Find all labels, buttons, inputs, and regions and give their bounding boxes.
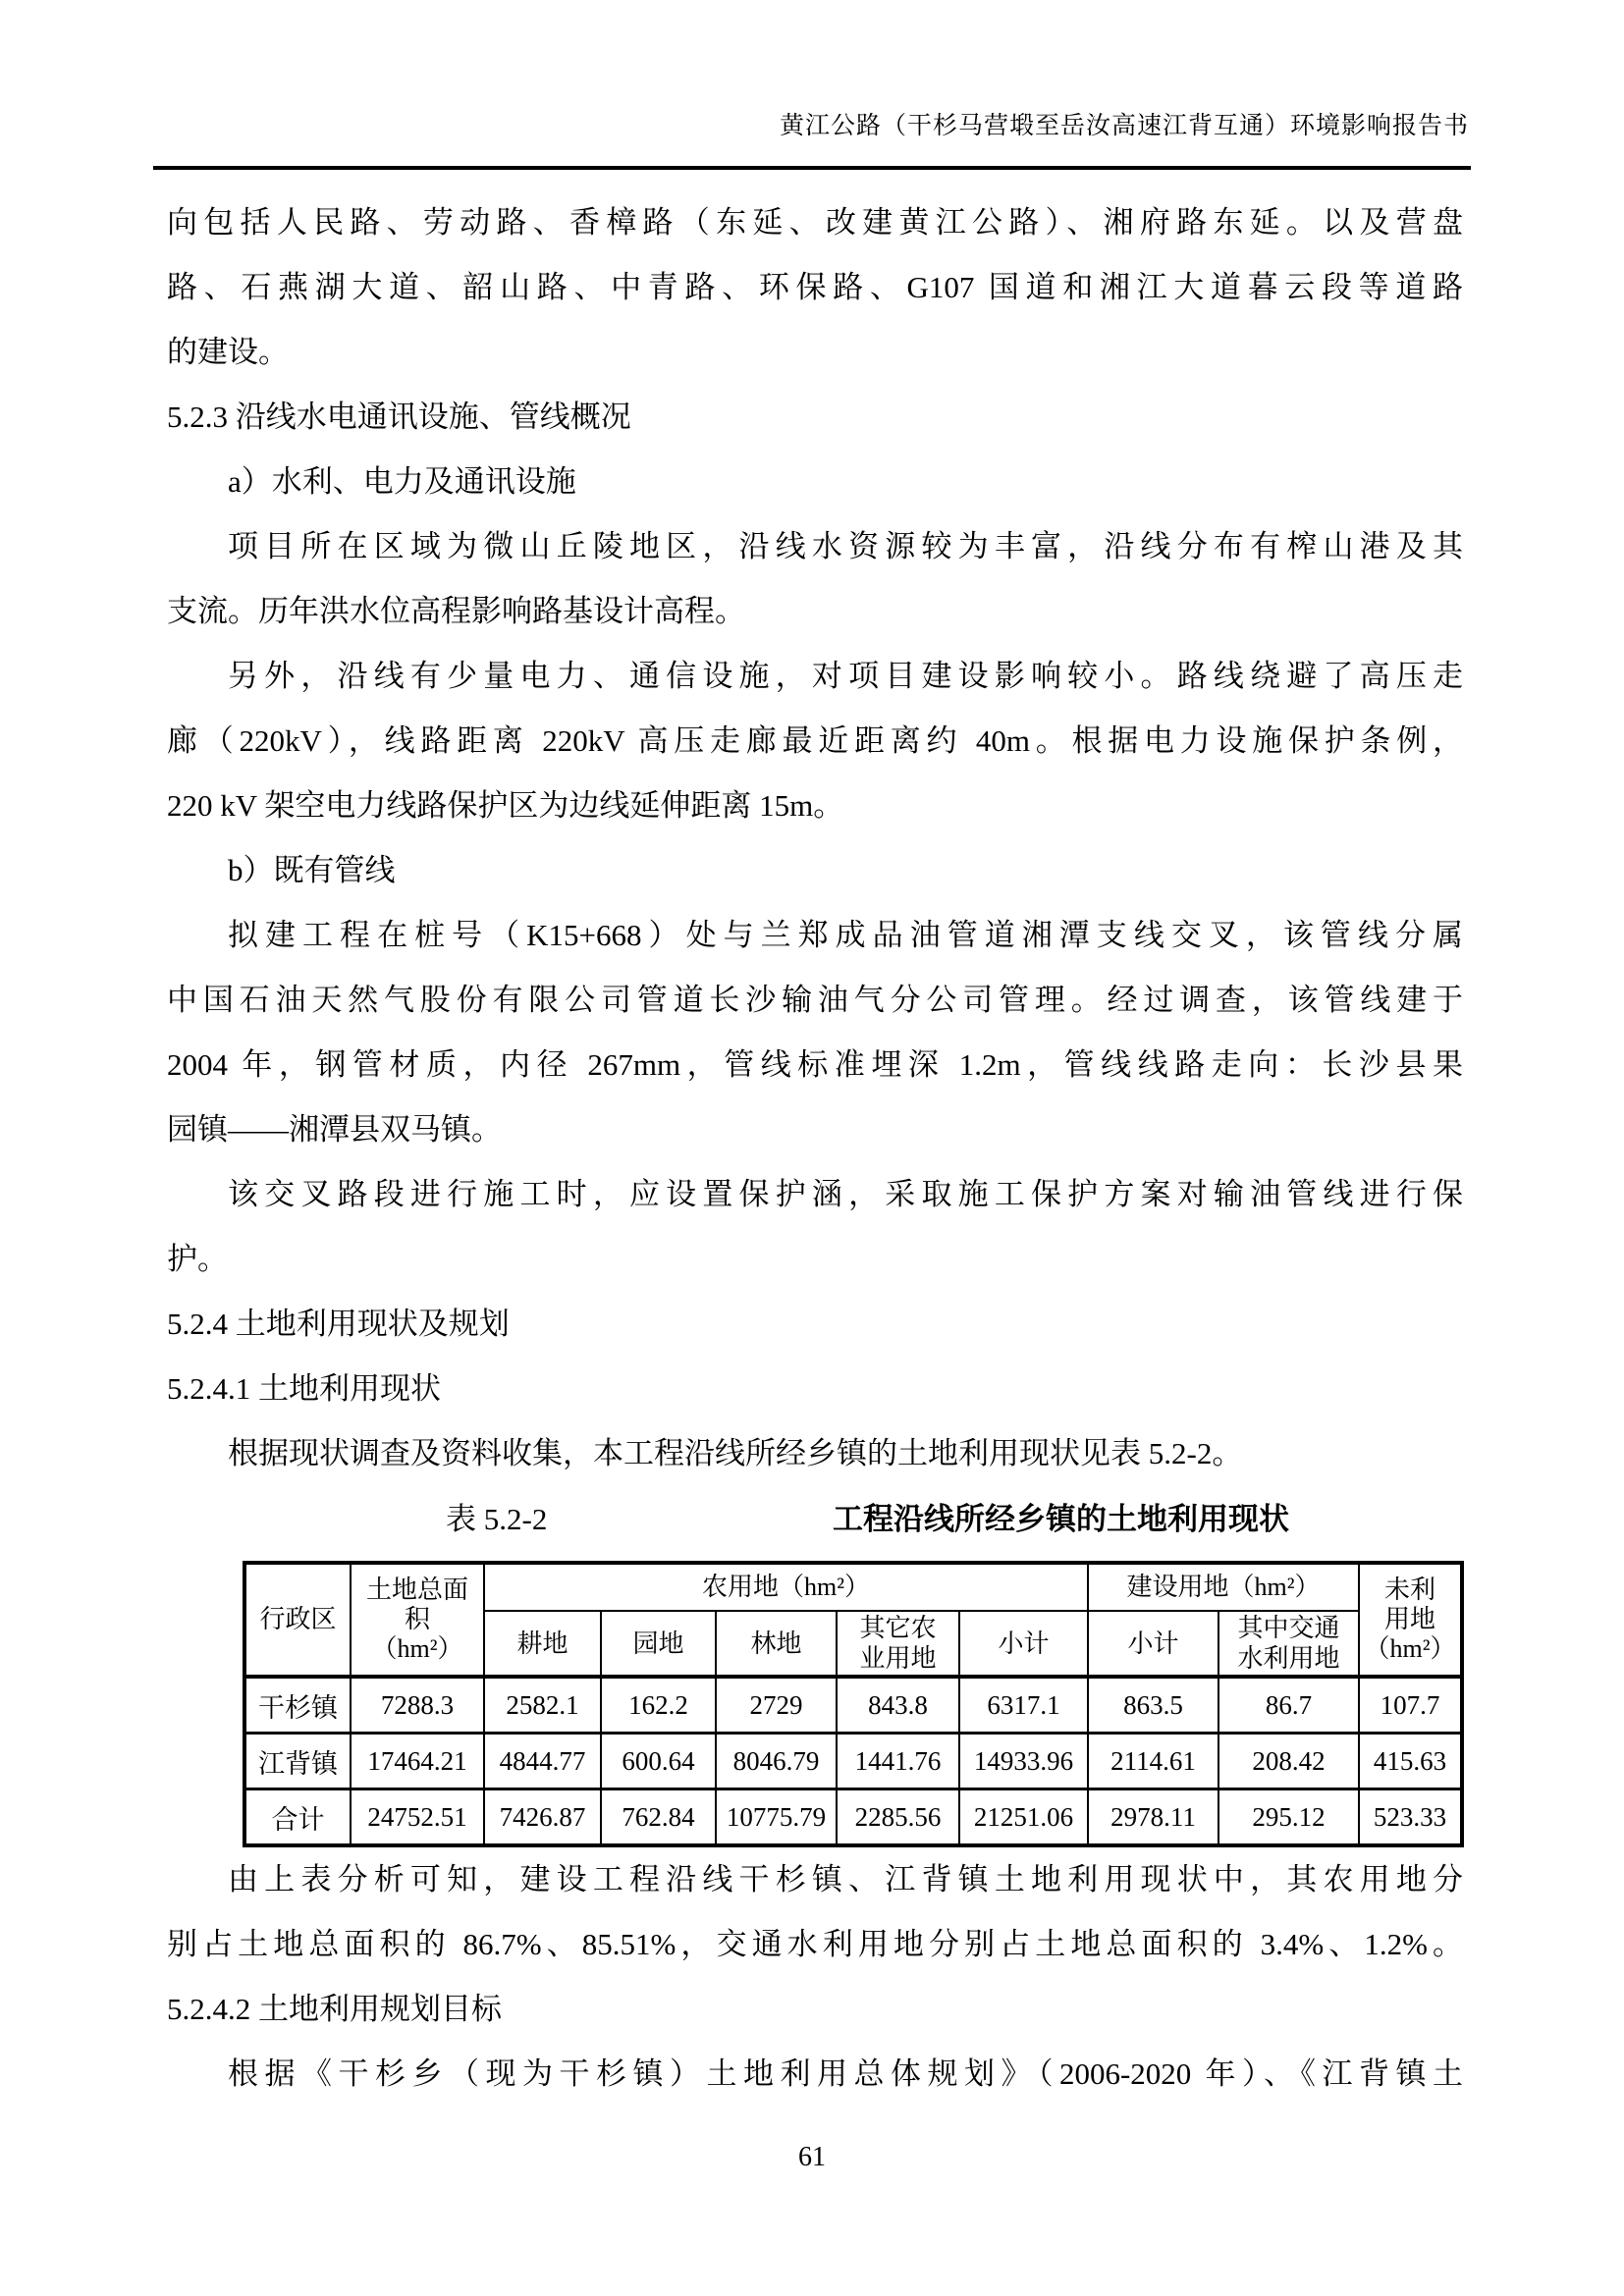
body-blocks-after-table [167, 1847, 1463, 2107]
table-cell: 2729 [716, 1677, 837, 1734]
table-cell: 7426.87 [484, 1789, 601, 1846]
text-line: 项目所在区域为微山丘陵地区，沿线水资源较为丰富，沿线分布有榨山港及其 [228, 529, 1463, 563]
header-rule [153, 166, 1471, 170]
section-heading [167, 1357, 1463, 1421]
text-line: 由上表分析可知，建设工程沿线干杉镇、江背镇土地利用现状中，其农用地分 [228, 1862, 1463, 1896]
table-cell: 162.2 [601, 1677, 716, 1734]
paragraph [167, 644, 1463, 838]
text-line: 根据现状调查及资料收集，本工程沿线所经乡镇的土地利用现状见表 5.2-2。 [228, 1436, 1243, 1470]
table-caption-title: 工程沿线所经乡镇的土地利用现状 [833, 1502, 1289, 1536]
table-cell: 2978.11 [1088, 1789, 1218, 1846]
table-caption [167, 1490, 1463, 1553]
paragraph [167, 903, 1463, 1162]
header-other-agricultural: 其它农 业用地 [837, 1611, 959, 1677]
table-cell: 2285.56 [837, 1789, 959, 1846]
table-cell: 86.7 [1218, 1677, 1359, 1734]
header-cultivated-land: 耕地 [484, 1611, 601, 1677]
table-cell: 10775.79 [716, 1789, 837, 1846]
paragraph [167, 1847, 1463, 1977]
table-cell: 107.7 [1359, 1677, 1462, 1734]
section-heading [167, 1292, 1463, 1357]
table-cell: 1441.76 [837, 1734, 959, 1789]
text-line: 的建设。 [167, 335, 289, 369]
row-label-cell: 干杉镇 [244, 1677, 351, 1734]
table-cell: 208.42 [1218, 1734, 1359, 1789]
paragraph [167, 450, 1463, 514]
paragraph [167, 190, 1463, 385]
header-admin-region: 行政区 [244, 1563, 351, 1677]
row-label-cell: 合计 [244, 1789, 351, 1846]
table-cell: 8046.79 [716, 1734, 837, 1789]
table-cell: 17464.21 [351, 1734, 484, 1789]
document-content [167, 190, 1463, 2107]
text-line: 2004 年，钢管材质，内径 267mm，管线标准埋深 1.2m，管线线路走向：长沙县果 [167, 1047, 1463, 1082]
table-body [244, 1677, 1462, 1845]
table-cell: 863.5 [1088, 1677, 1218, 1734]
text-line: 护。 [167, 1242, 228, 1276]
table-caption-label: 表 5.2-2 [446, 1502, 548, 1536]
table-cell: 21251.06 [959, 1789, 1088, 1846]
table-cell: 843.8 [837, 1677, 959, 1734]
header-forest-land: 林地 [716, 1611, 837, 1677]
text-line: 该交叉路段进行施工时，应设置保护涵，采取施工保护方案对输油管线进行保 [228, 1177, 1463, 1211]
header-garden-land: 园地 [601, 1611, 716, 1677]
page-number: 61 [798, 2142, 826, 2172]
text-line: 园镇——湘潭县双马镇。 [167, 1112, 502, 1147]
table-cell: 2582.1 [484, 1677, 601, 1734]
text-line: 5.2.4.1 土地利用现状 [167, 1371, 441, 1406]
text-line: a）水利、电力及通讯设施 [228, 464, 576, 499]
paragraph [167, 514, 1463, 644]
text-line: 别占土地总面积的 86.7%、85.51%，交通水利用地分别占土地总面积的 3.4%、1.2%。 [167, 1927, 1463, 1961]
table-row [244, 1734, 1462, 1789]
paragraph [167, 1162, 1463, 1292]
text-line: 拟建工程在桩号（K15+668）处与兰郑成品油管道湘潭支线交叉，该管线分属 [228, 918, 1463, 952]
text-line: 5.2.4.2 土地利用规划目标 [167, 1992, 502, 2026]
paragraph [167, 838, 1463, 903]
text-line: 另外，沿线有少量电力、通信设施，对项目建设影响较小。路线绕避了高压走 [228, 659, 1463, 693]
text-line: 廊（220kV），线路距离 220kV 高压走廊最近距离约 40m。根据电力设施保护条例， [167, 723, 1463, 758]
table-cell: 2114.61 [1088, 1734, 1218, 1789]
paragraph [167, 2042, 1463, 2107]
section-heading [167, 1977, 1463, 2042]
table-row [244, 1677, 1462, 1734]
table-cell: 523.33 [1359, 1789, 1462, 1846]
table-cell: 415.63 [1359, 1734, 1462, 1789]
text-line: b）既有管线 [228, 853, 396, 887]
header-unused-land: 未利 用地 （hm²） [1359, 1563, 1462, 1677]
text-line: 向包括人民路、劳动路、香樟路（东延、改建黄江公路）、湘府路东延。以及营盘 [167, 205, 1463, 240]
header-total-area: 土地总面 积 （hm²） [351, 1563, 484, 1677]
table-cell: 14933.96 [959, 1734, 1088, 1789]
table-cell: 4844.77 [484, 1734, 601, 1789]
header-construction-land: 建设用地（hm²） [1088, 1563, 1359, 1611]
text-line: 路、石燕湖大道、韶山路、中青路、环保路、G107 国道和湘江大道暮云段等道路 [167, 270, 1463, 304]
text-line: 220 kV 架空电力线路保护区为边线延伸距离 15m。 [167, 788, 844, 823]
section-heading [167, 385, 1463, 450]
table-cell: 762.84 [601, 1789, 716, 1846]
table-header [244, 1563, 1462, 1677]
table-cell: 7288.3 [351, 1677, 484, 1734]
text-line: 5.2.4 土地利用现状及规划 [167, 1307, 510, 1341]
header-construction-subtotal: 小计 [1088, 1611, 1218, 1677]
table-row [244, 1789, 1462, 1846]
text-line: 根据《干杉乡（现为干杉镇）土地利用总体规划》（2006-2020 年）、《江背镇土 [228, 2056, 1463, 2091]
text-line: 5.2.3 沿线水电通讯设施、管线概况 [167, 400, 631, 434]
table-cell: 295.12 [1218, 1789, 1359, 1846]
table-cell: 600.64 [601, 1734, 716, 1789]
header-agricultural-land: 农用地（hm²） [484, 1563, 1088, 1611]
header-transport-water-land: 其中交通 水利用地 [1218, 1611, 1359, 1677]
text-line: 支流。历年洪水位高程影响路基设计高程。 [167, 594, 745, 628]
table-cell: 24752.51 [351, 1789, 484, 1846]
body-blocks-before-table [167, 190, 1463, 1486]
text-line: 中国石油天然气股份有限公司管道长沙输油气分公司管理。经过调查，该管线建于 [167, 983, 1463, 1017]
table-cell: 6317.1 [959, 1677, 1088, 1734]
header-agri-subtotal: 小计 [959, 1611, 1088, 1677]
row-label-cell: 江背镇 [244, 1734, 351, 1789]
page-header-title: 黄江公路（干杉马营塅至岳汝高速江背互通）环境影响报告书 [779, 113, 1469, 139]
land-use-table [243, 1561, 1464, 1847]
paragraph [167, 1421, 1463, 1486]
